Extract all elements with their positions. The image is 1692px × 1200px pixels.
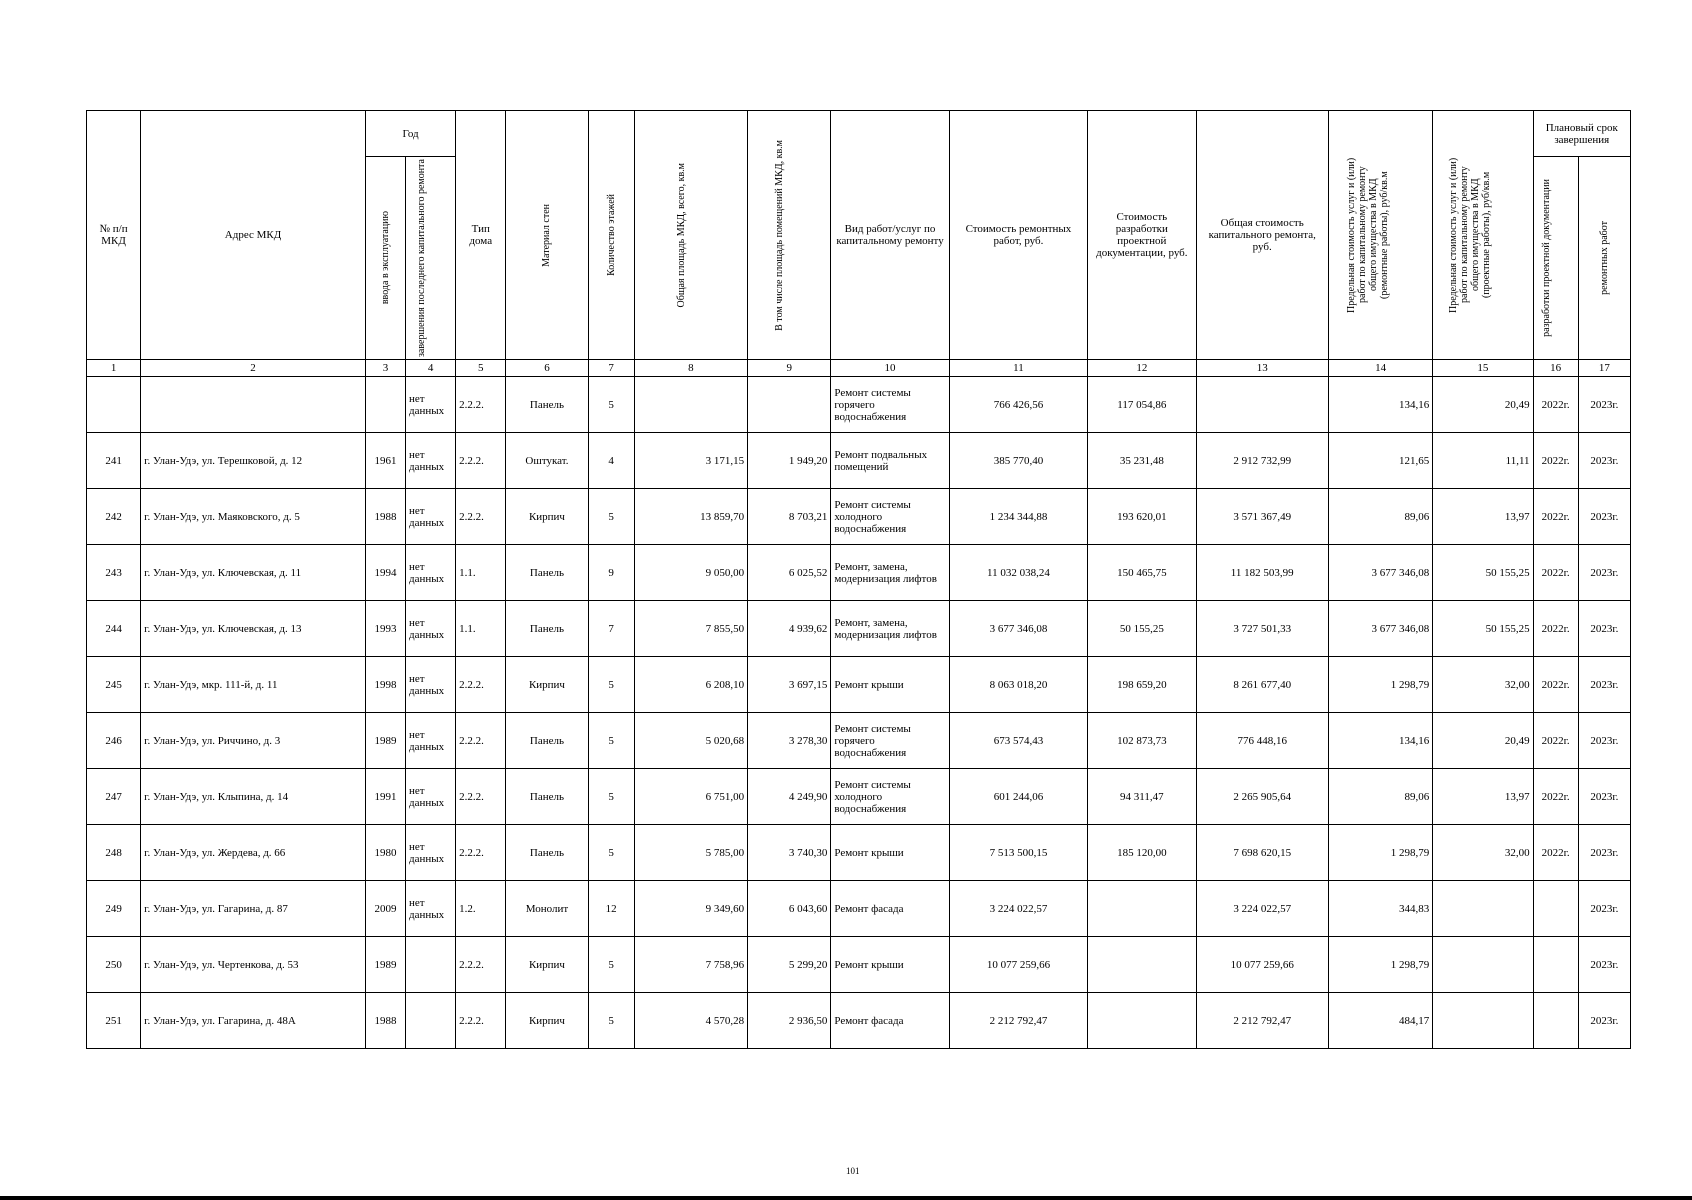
table-cell — [87, 377, 141, 433]
table-cell: 1988 — [365, 489, 405, 545]
table-cell: 8 703,21 — [748, 489, 831, 545]
h-doc: Стоимость разработки проектной документации, руб. — [1088, 111, 1196, 360]
table-cell: 2023г. — [1578, 713, 1630, 769]
table-row — [87, 657, 1631, 713]
table-cell: 3 171,15 — [634, 433, 747, 489]
table-cell: 2023г. — [1578, 825, 1630, 881]
table-cell: 4 939,62 — [748, 601, 831, 657]
table-cell: 2023г. — [1578, 937, 1630, 993]
table-cell: 9 050,00 — [634, 545, 747, 601]
table-cell: 12 — [588, 881, 634, 937]
table-cell: 1.1. — [456, 601, 506, 657]
table-cell: Ремонт системы холодного водоснабжения — [831, 489, 949, 545]
table-cell: 2 212 792,47 — [1196, 993, 1328, 1049]
table-cell: 1988 — [365, 993, 405, 1049]
bottom-border — [0, 1196, 1692, 1200]
table-cell: 2023г. — [1578, 545, 1630, 601]
table-cell: 1.2. — [456, 881, 506, 937]
table-cell: 7 513 500,15 — [949, 825, 1087, 881]
table-cell: 344,83 — [1328, 881, 1432, 937]
table-cell: 198 659,20 — [1088, 657, 1196, 713]
h-mat: Материал стен — [541, 203, 553, 267]
table-cell: г. Улан-Удэ, ул. Ключевская, д. 11 — [141, 545, 366, 601]
table-cell: 1993 — [365, 601, 405, 657]
table-cell: г. Улан-Удэ, ул. Жердева, д. 66 — [141, 825, 366, 881]
table-cell: 4 570,28 — [634, 993, 747, 1049]
col-num: 16 — [1533, 360, 1578, 377]
table-cell: 2022г. — [1533, 433, 1578, 489]
table-row — [87, 377, 1631, 433]
table-cell — [634, 377, 747, 433]
table-cell: 10 077 259,66 — [949, 937, 1087, 993]
table-cell: 241 — [87, 433, 141, 489]
table-cell: нет данных — [406, 489, 456, 545]
table-cell: Ремонт фасада — [831, 993, 949, 1049]
table-cell — [141, 377, 366, 433]
table-cell: 245 — [87, 657, 141, 713]
table-cell: 385 770,40 — [949, 433, 1087, 489]
table-cell: Кирпич — [506, 937, 588, 993]
table-cell: 248 — [87, 825, 141, 881]
table-cell — [1533, 993, 1578, 1049]
table-cell: Кирпич — [506, 489, 588, 545]
table-cell: 5 785,00 — [634, 825, 747, 881]
h-area2: В том числе площадь помещений МКД, кв.м — [774, 139, 786, 331]
table-cell: 6 751,00 — [634, 769, 747, 825]
h-area: Общая площадь МКД, всего, кв.м — [675, 162, 687, 308]
table-cell: 5 — [588, 657, 634, 713]
col-num: 8 — [634, 360, 747, 377]
table-row — [87, 601, 1631, 657]
table-cell: 2.2.2. — [456, 433, 506, 489]
table-cell: 9 349,60 — [634, 881, 747, 937]
table-cell: 250 — [87, 937, 141, 993]
table-cell: нет данных — [406, 433, 456, 489]
table-cell: 20,49 — [1433, 377, 1533, 433]
h-cost: Стоимость ремонтных работ, руб. — [949, 111, 1087, 360]
table-cell: 185 120,00 — [1088, 825, 1196, 881]
table-cell: 1.1. — [456, 545, 506, 601]
table-cell: Панель — [506, 377, 588, 433]
table-cell: 2.2.2. — [456, 713, 506, 769]
table-cell: 7 758,96 — [634, 937, 747, 993]
table-cell: нет данных — [406, 769, 456, 825]
table-cell: Панель — [506, 713, 588, 769]
col-num: 7 — [588, 360, 634, 377]
table-cell: г. Улан-Удэ, ул. Гагарина, д. 87 — [141, 881, 366, 937]
table-cell: 1961 — [365, 433, 405, 489]
table-cell: 3 677 346,08 — [949, 601, 1087, 657]
table-cell: 2022г. — [1533, 825, 1578, 881]
table-cell: 1 949,20 — [748, 433, 831, 489]
h-y2: завершения последнего капитального ремонта — [415, 159, 427, 358]
col-num: 11 — [949, 360, 1087, 377]
table-cell: 246 — [87, 713, 141, 769]
table-cell: 766 426,56 — [949, 377, 1087, 433]
table-cell: 3 571 367,49 — [1196, 489, 1328, 545]
h-plan: Плановый срок завершения — [1533, 111, 1630, 157]
table-cell: 13 859,70 — [634, 489, 747, 545]
table-cell: Оштукат. — [506, 433, 588, 489]
col-num: 15 — [1433, 360, 1533, 377]
table-cell: 2023г. — [1578, 601, 1630, 657]
h-year: Год — [365, 111, 455, 157]
table-cell: 11 032 038,24 — [949, 545, 1087, 601]
table-cell: 1991 — [365, 769, 405, 825]
table-row — [87, 545, 1631, 601]
table-row — [87, 993, 1631, 1049]
table-cell: 3 677 346,08 — [1328, 545, 1432, 601]
table-cell: 1980 — [365, 825, 405, 881]
h-lim1: Предельная стоимость услуг и (или) работ по капитальному ремонту общего имущества в МКД (ремонтные работы), руб/кв.м — [1345, 157, 1390, 313]
table-body — [87, 377, 1631, 1049]
h-y1: ввода в эксплуатацию — [379, 211, 391, 305]
table-cell: 150 465,75 — [1088, 545, 1196, 601]
table-cell: 121,65 — [1328, 433, 1432, 489]
table-cell — [748, 377, 831, 433]
table-cell: 5 — [588, 377, 634, 433]
table-cell: 89,06 — [1328, 769, 1432, 825]
table-cell: нет данных — [406, 713, 456, 769]
table-cell: 2023г. — [1578, 489, 1630, 545]
table-cell: 3 278,30 — [748, 713, 831, 769]
table-cell: 50 155,25 — [1433, 545, 1533, 601]
table-cell: г. Улан-Удэ, ул. Гагарина, д. 48А — [141, 993, 366, 1049]
table-cell: 3 677 346,08 — [1328, 601, 1432, 657]
table-cell: 7 855,50 — [634, 601, 747, 657]
col-num: 12 — [1088, 360, 1196, 377]
table-cell: 134,16 — [1328, 713, 1432, 769]
table-row — [87, 825, 1631, 881]
table-cell: 1994 — [365, 545, 405, 601]
table-cell: 32,00 — [1433, 825, 1533, 881]
table-cell: Ремонт, замена, модернизация лифтов — [831, 545, 949, 601]
table-cell: 242 — [87, 489, 141, 545]
table-cell: 10 077 259,66 — [1196, 937, 1328, 993]
table-cell: нет данных — [406, 657, 456, 713]
table-cell: 2.2.2. — [456, 489, 506, 545]
table-cell: 35 231,48 — [1088, 433, 1196, 489]
col-num: 2 — [141, 360, 366, 377]
table-cell: 94 311,47 — [1088, 769, 1196, 825]
table-cell — [1433, 937, 1533, 993]
table-cell: 2 212 792,47 — [949, 993, 1087, 1049]
table-cell: 7 — [588, 601, 634, 657]
table-cell: г. Улан-Удэ, ул. Терешковой, д. 12 — [141, 433, 366, 489]
table-cell: Кирпич — [506, 657, 588, 713]
table-cell: 673 574,43 — [949, 713, 1087, 769]
table-cell: 3 224 022,57 — [1196, 881, 1328, 937]
col-num: 6 — [506, 360, 588, 377]
table-cell: 20,49 — [1433, 713, 1533, 769]
table-cell: 2023г. — [1578, 377, 1630, 433]
table-cell: 11,11 — [1433, 433, 1533, 489]
h-p2: ремонтных работ — [1598, 221, 1610, 295]
table-row — [87, 489, 1631, 545]
table-cell: Ремонт крыши — [831, 657, 949, 713]
table-cell: 2022г. — [1533, 601, 1578, 657]
table-cell: нет данных — [406, 881, 456, 937]
repair-table-wrap — [86, 110, 1631, 1049]
table-cell: 2023г. — [1578, 769, 1630, 825]
col-num: 1 — [87, 360, 141, 377]
table-cell: 1 298,79 — [1328, 657, 1432, 713]
table-cell: 2.2.2. — [456, 657, 506, 713]
table-cell: 4 — [588, 433, 634, 489]
table-cell: 1989 — [365, 937, 405, 993]
table-cell: 2.2.2. — [456, 377, 506, 433]
table-cell: 5 — [588, 713, 634, 769]
h-n: № п/п МКД — [87, 111, 141, 360]
table-cell: 5 — [588, 993, 634, 1049]
table-cell: 6 043,60 — [748, 881, 831, 937]
table-cell: 2022г. — [1533, 489, 1578, 545]
table-cell: Ремонт системы холодного водоснабжения — [831, 769, 949, 825]
table-cell: 2022г. — [1533, 769, 1578, 825]
table-cell: 2.2.2. — [456, 993, 506, 1049]
h-work: Вид работ/услуг по капитальному ремонту — [831, 111, 949, 360]
table-row — [87, 769, 1631, 825]
table-cell: 5 299,20 — [748, 937, 831, 993]
col-num: 14 — [1328, 360, 1432, 377]
table-cell — [1533, 937, 1578, 993]
table-cell: 2.2.2. — [456, 769, 506, 825]
table-cell: 7 698 620,15 — [1196, 825, 1328, 881]
table-cell: 1 234 344,88 — [949, 489, 1087, 545]
col-num: 5 — [456, 360, 506, 377]
table-cell: 1998 — [365, 657, 405, 713]
h-lim2: Предельная стоимость услуг и (или) работ по капитальному ремонту общего имущества в МКД (проектные работы), руб/кв.м — [1447, 157, 1492, 313]
h-tot: Общая стоимость капитального ремонта, руб. — [1196, 111, 1328, 360]
table-cell: 1 298,79 — [1328, 825, 1432, 881]
table-cell: Ремонт крыши — [831, 825, 949, 881]
table-cell: Панель — [506, 825, 588, 881]
page-number: 101 — [846, 1166, 860, 1176]
col-num: 10 — [831, 360, 949, 377]
table-cell: 50 155,25 — [1088, 601, 1196, 657]
table-cell: 251 — [87, 993, 141, 1049]
table-cell — [406, 993, 456, 1049]
table-row — [87, 713, 1631, 769]
table-cell: 50 155,25 — [1433, 601, 1533, 657]
table-cell: 776 448,16 — [1196, 713, 1328, 769]
column-number-row — [87, 360, 1631, 377]
table-cell: Монолит — [506, 881, 588, 937]
table-cell: 5 — [588, 489, 634, 545]
table-cell: 2009 — [365, 881, 405, 937]
table-cell: г. Улан-Удэ, мкр. 111-й, д. 11 — [141, 657, 366, 713]
table-cell: 13,97 — [1433, 769, 1533, 825]
table-cell: 1 298,79 — [1328, 937, 1432, 993]
col-num: 9 — [748, 360, 831, 377]
table-cell: 4 249,90 — [748, 769, 831, 825]
repair-table — [86, 110, 1631, 1049]
h-fl: Количество этажей — [605, 194, 617, 276]
table-cell: 89,06 — [1328, 489, 1432, 545]
h-p1: разработки проектной документации — [1540, 179, 1552, 337]
table-cell — [1433, 993, 1533, 1049]
table-cell: 102 873,73 — [1088, 713, 1196, 769]
table-cell: 2 936,50 — [748, 993, 831, 1049]
table-cell: нет данных — [406, 601, 456, 657]
table-cell: 3 224 022,57 — [949, 881, 1087, 937]
table-cell: 5 — [588, 825, 634, 881]
table-cell: 2 912 732,99 — [1196, 433, 1328, 489]
table-cell: 9 — [588, 545, 634, 601]
table-cell: Ремонт крыши — [831, 937, 949, 993]
col-num: 4 — [406, 360, 456, 377]
table-cell — [365, 377, 405, 433]
table-cell: 2023г. — [1578, 881, 1630, 937]
table-cell: 32,00 — [1433, 657, 1533, 713]
table-cell — [1433, 881, 1533, 937]
table-cell: нет данных — [406, 377, 456, 433]
table-cell: 243 — [87, 545, 141, 601]
table-cell: Ремонт, замена, модернизация лифтов — [831, 601, 949, 657]
table-row — [87, 937, 1631, 993]
table-cell: 3 727 501,33 — [1196, 601, 1328, 657]
table-cell: 2022г. — [1533, 545, 1578, 601]
table-cell: 5 020,68 — [634, 713, 747, 769]
table-cell: нет данных — [406, 825, 456, 881]
table-cell: г. Улан-Удэ, ул. Маяковского, д. 5 — [141, 489, 366, 545]
table-cell: 3 697,15 — [748, 657, 831, 713]
col-num: 17 — [1578, 360, 1630, 377]
table-cell: 484,17 — [1328, 993, 1432, 1049]
table-cell: 2022г. — [1533, 657, 1578, 713]
col-num: 13 — [1196, 360, 1328, 377]
table-cell: Панель — [506, 601, 588, 657]
table-cell: Панель — [506, 769, 588, 825]
table-cell: Ремонт фасада — [831, 881, 949, 937]
table-cell: 193 620,01 — [1088, 489, 1196, 545]
table-cell — [1088, 881, 1196, 937]
table-cell: 2.2.2. — [456, 825, 506, 881]
h-type: Тип дома — [456, 111, 506, 360]
table-cell: 11 182 503,99 — [1196, 545, 1328, 601]
h-addr: Адрес МКД — [141, 111, 366, 360]
table-cell: 6 208,10 — [634, 657, 747, 713]
table-cell: 2023г. — [1578, 433, 1630, 489]
table-cell: 249 — [87, 881, 141, 937]
table-cell: Кирпич — [506, 993, 588, 1049]
table-cell: 8 261 677,40 — [1196, 657, 1328, 713]
table-cell — [1533, 881, 1578, 937]
table-row — [87, 881, 1631, 937]
table-cell: г. Улан-Удэ, ул. Чертенкова, д. 53 — [141, 937, 366, 993]
table-row — [87, 433, 1631, 489]
table-cell: 2 265 905,64 — [1196, 769, 1328, 825]
table-cell: 2.2.2. — [456, 937, 506, 993]
col-num: 3 — [365, 360, 405, 377]
table-cell: г. Улан-Удэ, ул. Риччино, д. 3 — [141, 713, 366, 769]
table-cell — [406, 937, 456, 993]
table-cell — [1088, 937, 1196, 993]
table-cell: Ремонт системы горячего водоснабжения — [831, 713, 949, 769]
table-cell: Панель — [506, 545, 588, 601]
table-cell: 3 740,30 — [748, 825, 831, 881]
table-cell: 5 — [588, 937, 634, 993]
table-cell: 13,97 — [1433, 489, 1533, 545]
table-cell: 601 244,06 — [949, 769, 1087, 825]
table-cell: нет данных — [406, 545, 456, 601]
table-cell: 2022г. — [1533, 713, 1578, 769]
table-cell — [1088, 993, 1196, 1049]
table-cell: 247 — [87, 769, 141, 825]
table-cell: г. Улан-Удэ, ул. Ключевская, д. 13 — [141, 601, 366, 657]
table-cell: 8 063 018,20 — [949, 657, 1087, 713]
table-cell: Ремонт системы горячего водоснабжения — [831, 377, 949, 433]
table-cell: 134,16 — [1328, 377, 1432, 433]
table-cell: г. Улан-Удэ, ул. Клыпина, д. 14 — [141, 769, 366, 825]
table-cell: 1989 — [365, 713, 405, 769]
table-cell: 2023г. — [1578, 993, 1630, 1049]
table-cell: 5 — [588, 769, 634, 825]
table-cell: 6 025,52 — [748, 545, 831, 601]
table-cell: Ремонт подвальных помещений — [831, 433, 949, 489]
table-cell: 244 — [87, 601, 141, 657]
table-cell: 2023г. — [1578, 657, 1630, 713]
table-cell: 2022г. — [1533, 377, 1578, 433]
table-cell: 117 054,86 — [1088, 377, 1196, 433]
table-cell — [1196, 377, 1328, 433]
